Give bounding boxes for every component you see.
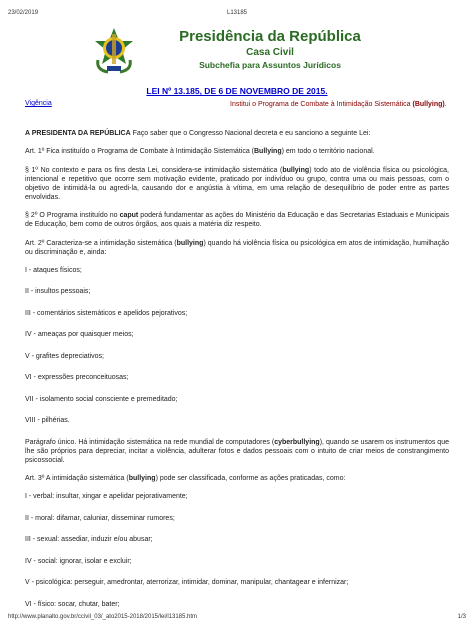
article-1-paragraph-2 (25, 212, 449, 230)
article-2-sole-paragraph (25, 439, 449, 466)
list-item: V - psicológica: perseguir, amedrontar, aterrorizar, intimidar, dominar, manipular, chantagear e infernizar; (25, 579, 349, 587)
preamble-text: Faço saber que o Congresso Nacional decreta e eu sanciono a seguinte Lei: (132, 130, 371, 137)
list-item: I - verbal: insultar, xingar e apelidar pejorativamente; (25, 493, 188, 501)
art2-bold: bullying (176, 239, 204, 247)
preamble-bold: A PRESIDENTA DA REPÚBLICA (25, 130, 131, 137)
header-subtitle: Casa Civil (246, 47, 294, 58)
art3-text-b: ) pode ser classificada, conforme as ações praticadas, como: (155, 475, 346, 483)
print-header (8, 10, 466, 16)
pu-bold: cyberbullying (274, 438, 320, 446)
art1-text-b: ) em todo o território nacional. (281, 148, 375, 156)
list-item: III - comentários sistemáticos e apelidos pejorativos; (25, 309, 188, 317)
print-url: http://www.planalto.gov.br/ccivil_03/_ato2015-2018/2015/lei/l13185.htm (8, 614, 198, 620)
p2-text-b: poderá fundamentar as ações do Ministério da Educação e das Secretarias Estaduais e Municipais de Educação, bem como de outros órgãos, aos quais a matéria diz respeito. (25, 212, 449, 229)
print-doc-code: L13185 (226, 10, 248, 16)
list-item: II - insultos pessoais; (25, 288, 91, 296)
list-item: VII - isolamento social consciente e premeditado; (25, 395, 178, 403)
list-item: V - grafites depreciativos; (25, 352, 104, 360)
art1-bold: Bullying (254, 148, 282, 156)
art2-text-b: ) quando há violência física ou psicológica em atos de intimidação, humilhação ou discriminação e, ainda: (25, 239, 449, 256)
article-2 (25, 240, 449, 258)
page-header (90, 26, 390, 86)
vigencia-link[interactable]: Vigência (25, 100, 52, 107)
law-body (25, 130, 449, 622)
list-item: VIII - pilhérias. (25, 417, 70, 425)
art3-bold: bullying (128, 475, 156, 483)
p1-bold: bullying (282, 166, 310, 174)
article-1-paragraph-1 (25, 167, 449, 203)
vigencia-row (25, 100, 449, 124)
ementa-text: Institui o Programa de Combate à Intimidação Sistemática (230, 101, 411, 108)
ementa-bold: (Bullying) (412, 101, 445, 108)
p1-text-b: ) todo ato de violência física ou psicológica, intencional e repetitivo que ocorre sem motivação evidente, praticado por indivíduo ou grupo, contra uma ou mais pessoas, com o objetivo de intimidá-la ou agredi-la, causando dor e angústia à vítima, em uma relação de desequilíbrio de poder entre as partes envolvidas. (25, 166, 449, 201)
header-sub-subtitle: Subchefia para Assuntos Jurídicos (199, 60, 341, 70)
list-item: IV - social: ignorar, isolar e excluir; (25, 557, 132, 565)
header-title: Presidência da República (179, 28, 361, 45)
article-1 (25, 148, 449, 157)
p1-text-a: § 1º No contexto e para os fins desta Lei, considera-se intimidação sistemática ( (25, 166, 283, 174)
list-item: VI - expressões preconceituosas; (25, 374, 129, 382)
art2-text-a: Art. 2º Caracteriza-se a intimidação sistemática ( (25, 239, 177, 247)
p2-bold: caput (119, 212, 139, 220)
pu-text-a: Parágrafo único. Há intimidação sistemática na rede mundial de computadores ( (25, 438, 275, 446)
print-date: 23/02/2019 (8, 10, 39, 16)
list-item: II - moral: difamar, caluniar, disseminar rumores; (25, 514, 175, 522)
art3-text-a: Art. 3º A intimidação sistemática ( (25, 475, 129, 483)
law-title-link[interactable]: LEI Nº 13.185, DE 6 DE NOVEMBRO DE 2015. (146, 86, 328, 96)
list-item: I - ataques físicos; (25, 267, 82, 275)
list-item: VI - físico: socar, chutar, bater; (25, 600, 120, 608)
list-item: III - sexual: assediar, induzir e/ou abusar; (25, 536, 153, 544)
preamble (25, 130, 449, 139)
list-item: IV - ameaças por quaisquer meios; (25, 331, 134, 339)
ementa-end: . (444, 101, 447, 108)
header-titles (145, 26, 395, 70)
art1-text-a: Art. 1º Fica instituído o Programa de Combate à Intimidação Sistemática ( (25, 148, 254, 156)
pu-text-b: ), quando se usarem os instrumentos que lhe são próprios para depreciar, incitar a violência, adulterar fotos e dados pessoais com o intuito de criar meios de constrangimento psicossocial. (25, 438, 449, 464)
p2-text-a: § 2º O Programa instituído no (25, 212, 120, 220)
brazil-coat-of-arms-icon (90, 26, 138, 76)
article-3 (25, 475, 449, 484)
ementa (230, 100, 460, 109)
print-footer (8, 614, 466, 620)
print-page-number: 1/3 (457, 614, 466, 620)
